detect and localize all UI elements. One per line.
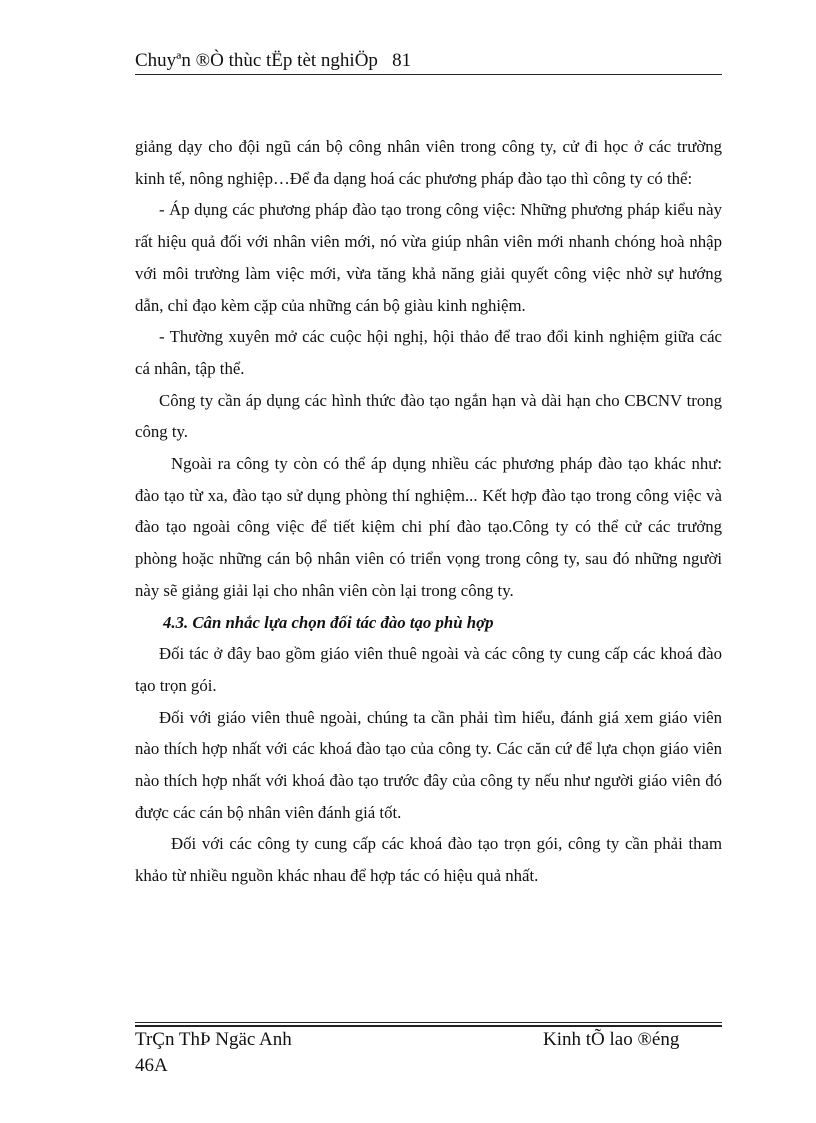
paragraph: - Thường xuyên mở các cuộc hội nghị, hội thảo để trao đổi kinh nghiệm giữa các cá nhân, tập thể.: [135, 327, 722, 378]
footer-author: TrÇn ThÞ Ngäc Anh: [135, 1029, 292, 1050]
paragraph: - Áp dụng các phương pháp đào tạo trong công việc: Những phương pháp kiểu này rất hiệu quả đối với nhân viên mới, nó vừa giúp nhân viên mới nhanh chóng hoà nhập với môi trường làm việc mới, vừa tăng khả năng giải quyết công việc nhờ sự hướng dẫn, chỉ đạo kèm cặp của những cán bộ giàu kinh nghiệm.: [135, 200, 722, 315]
header-title: Chuyªn ®Ò thùc tËp tèt nghiÖp: [135, 50, 378, 71]
footer-department: Kinh tÕ lao ®éng: [543, 1029, 680, 1050]
section-heading: 4.3. Cân nhắc lựa chọn đối tác đào tạo phù hợp: [163, 612, 494, 632]
page-header: [135, 48, 722, 74]
footer-class: 46A: [135, 1055, 168, 1076]
footer-rule: [135, 1022, 722, 1023]
document-body: [135, 131, 722, 892]
page-number: 81: [392, 50, 412, 71]
paragraph: giảng dạy cho đội ngũ cán bộ công nhân viên trong công ty, cử đi học ở các trường kinh tế, nông nghiệp…Để đa dạng hoá các phương pháp đào tạo thì công ty có thể:: [135, 137, 722, 188]
header-rule: [135, 74, 722, 75]
paragraph: Đối với giáo viên thuê ngoài, chúng ta cần phải tìm hiểu, đánh giá xem giáo viên nào thích hợp nhất với các khoá đào tạo của công ty. Các căn cứ để lựa chọn giáo viên nào thích hợp nhất với khoá đào tạo trước đây của công ty nếu như người giáo viên đó được các cán bộ nhân viên đánh giá tốt.: [135, 707, 722, 822]
paragraph: Đối với các công ty cung cấp các khoá đào tạo trọn gói, công ty cần phải tham khảo từ nhiều nguồn khác nhau để hợp tác có hiệu quả nhất.: [135, 834, 722, 886]
paragraph: Ngoài ra công ty còn có thể áp dụng nhiều các phương pháp đào tạo khác như: đào tạo từ xa, đào tạo sử dụng phòng thí nghiệm... Kết hợp đào tạo trong công việc và đào tạo ngoài công việc để tiết kiệm chi phí đào tạo.Công ty có thể cử các trưởng phòng hoặc những cán bộ nhân viên có triển vọng trong công ty, sau đó những người này sẽ giảng giải lại cho nhân viên còn lại trong công ty.: [135, 454, 722, 600]
paragraph: Đối tác ở đây bao gồm giáo viên thuê ngoài và các công ty cung cấp các khoá đào tạo trọn gói.: [135, 644, 722, 695]
paragraph: Công ty cần áp dụng các hình thức đào tạo ngắn hạn và dài hạn cho CBCNV trong công ty.: [135, 390, 722, 442]
